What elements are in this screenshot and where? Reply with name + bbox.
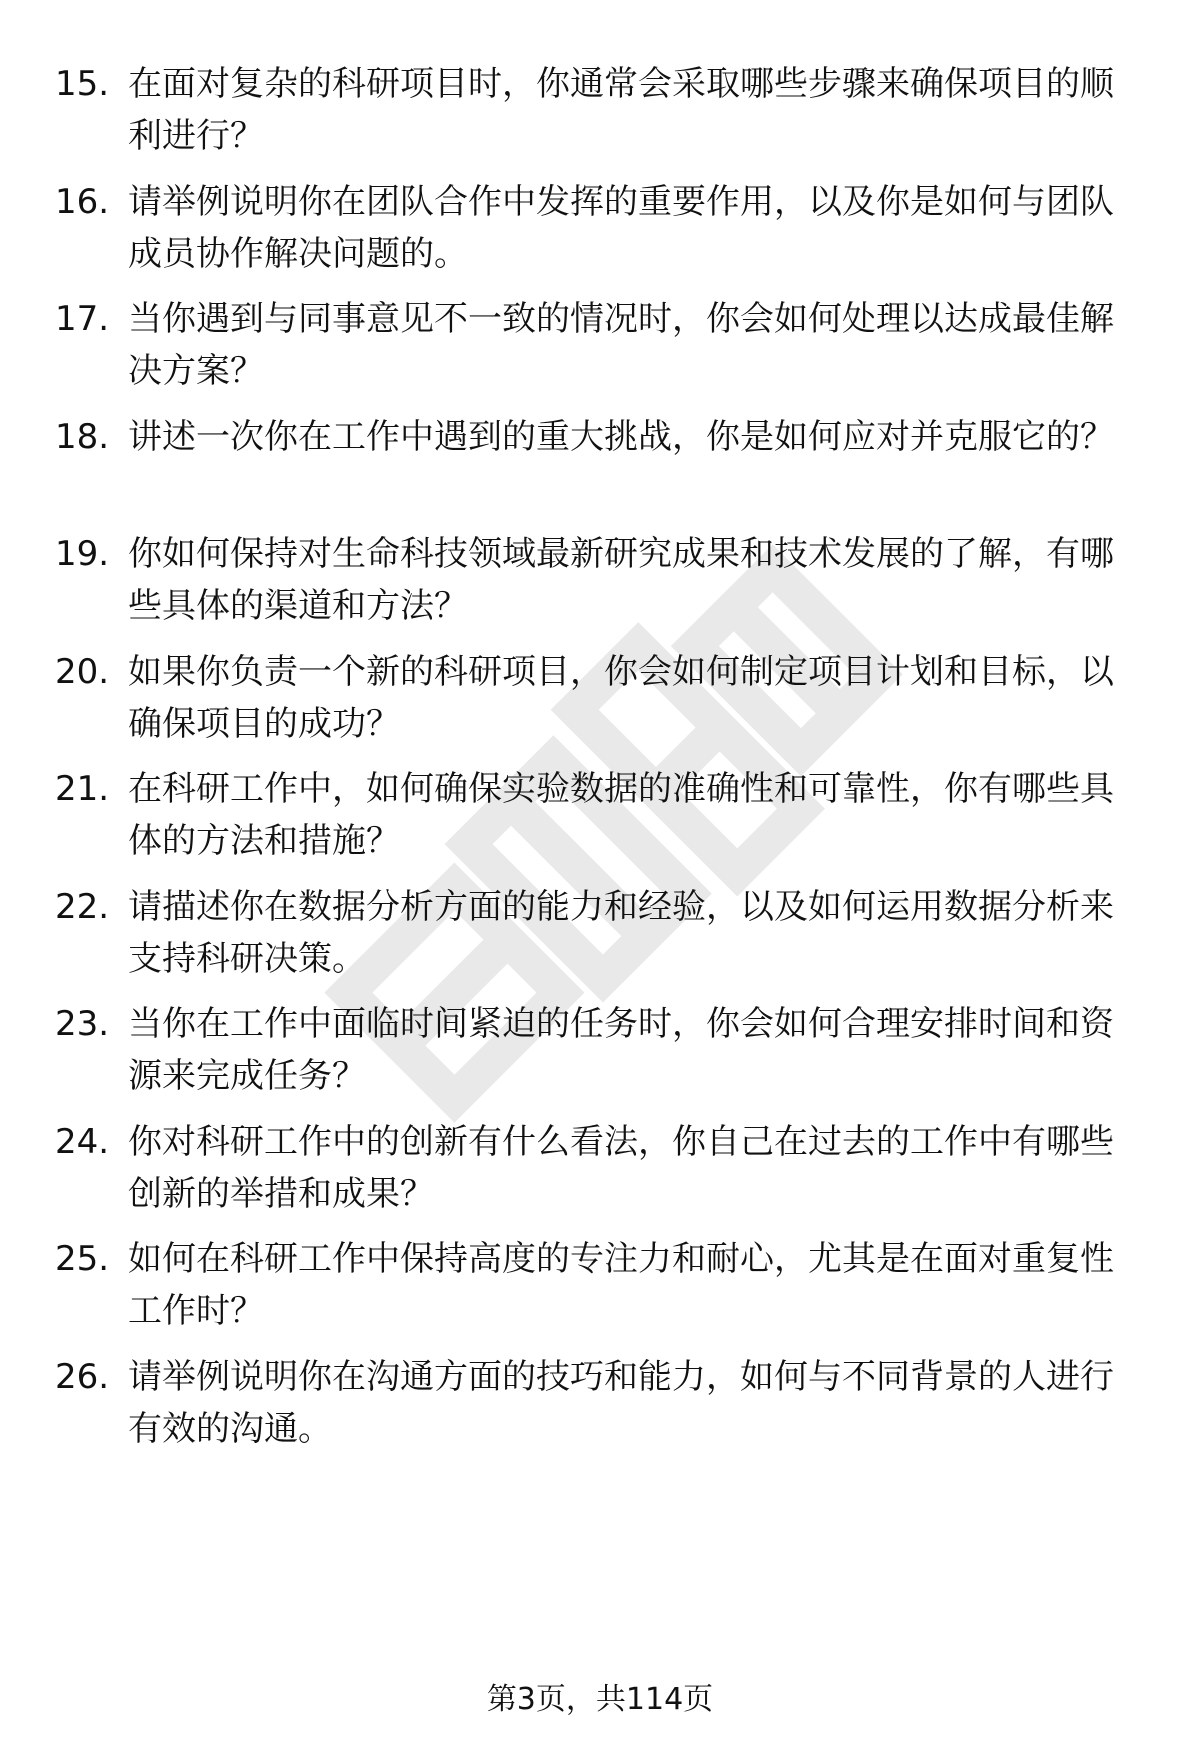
question-item xyxy=(0,58,1200,178)
question-number: 15. xyxy=(55,64,110,104)
question-item xyxy=(0,1351,1200,1471)
question-number: 22. xyxy=(55,886,110,927)
question-text: 在科研工作中，如何确保实验数据的准确性和可靠性，你有哪些具体的方法和措施？ xyxy=(128,769,1114,861)
question-number: 20. xyxy=(55,651,110,692)
question-text: 请描述你在数据分析方面的能力和经验，以及如何运用数据分析来支持科研决策。 xyxy=(128,886,1114,979)
question-text: 当你遇到与同事意见不一致的情况时，你会如何处理以达成最佳解决方案？ xyxy=(128,299,1114,391)
question-item xyxy=(0,176,1200,296)
question-text: 你对科研工作中的创新有什么看法，你自己在过去的工作中有哪些创新的举措和成果？ xyxy=(128,1121,1114,1214)
question-text: 你如何保持对生命科技领域最新研究成果和技术发展的了解，有哪些具体的渠道和方法？ xyxy=(128,534,1114,626)
question-item xyxy=(0,1116,1200,1236)
question-item xyxy=(0,293,1200,413)
question-item xyxy=(0,528,1200,648)
question-text: 在面对复杂的科研项目时，你通常会采取哪些步骤来确保项目的顺利进行？ xyxy=(128,64,1114,156)
question-number: 21. xyxy=(55,769,110,809)
question-number: 19. xyxy=(55,534,110,574)
question-number: 25. xyxy=(55,1239,110,1279)
question-number: 26. xyxy=(55,1356,110,1397)
question-text: 当你在工作中面临时间紧迫的任务时，你会如何合理安排时间和资源来完成任务？ xyxy=(128,1004,1114,1096)
question-text: 如果你负责一个新的科研项目，你会如何制定项目计划和目标，以确保项目的成功？ xyxy=(128,651,1114,744)
question-number: 16. xyxy=(55,181,110,222)
question-item xyxy=(0,646,1200,766)
question-item xyxy=(0,881,1200,1001)
question-number: 17. xyxy=(55,299,110,339)
question-item xyxy=(0,411,1200,531)
question-number: 18. xyxy=(55,416,110,457)
question-number: 24. xyxy=(55,1121,110,1162)
page-number: 第3页，共114页 xyxy=(486,1682,714,1717)
question-item xyxy=(0,763,1200,883)
question-text: 讲述一次你在工作中遇到的重大挑战，你是如何应对并克服它的？ xyxy=(128,416,1114,457)
question-text: 请举例说明你在沟通方面的技巧和能力，如何与不同背景的人进行有效的沟通。 xyxy=(128,1356,1114,1449)
question-item xyxy=(0,1233,1200,1353)
question-number: 23. xyxy=(55,1004,110,1044)
question-item xyxy=(0,998,1200,1118)
question-text: 请举例说明你在团队合作中发挥的重要作用，以及你是如何与团队成员协作解决问题的。 xyxy=(128,181,1114,274)
question-text: 如何在科研工作中保持高度的专注力和耐心，尤其是在面对重复性工作时？ xyxy=(128,1239,1114,1331)
